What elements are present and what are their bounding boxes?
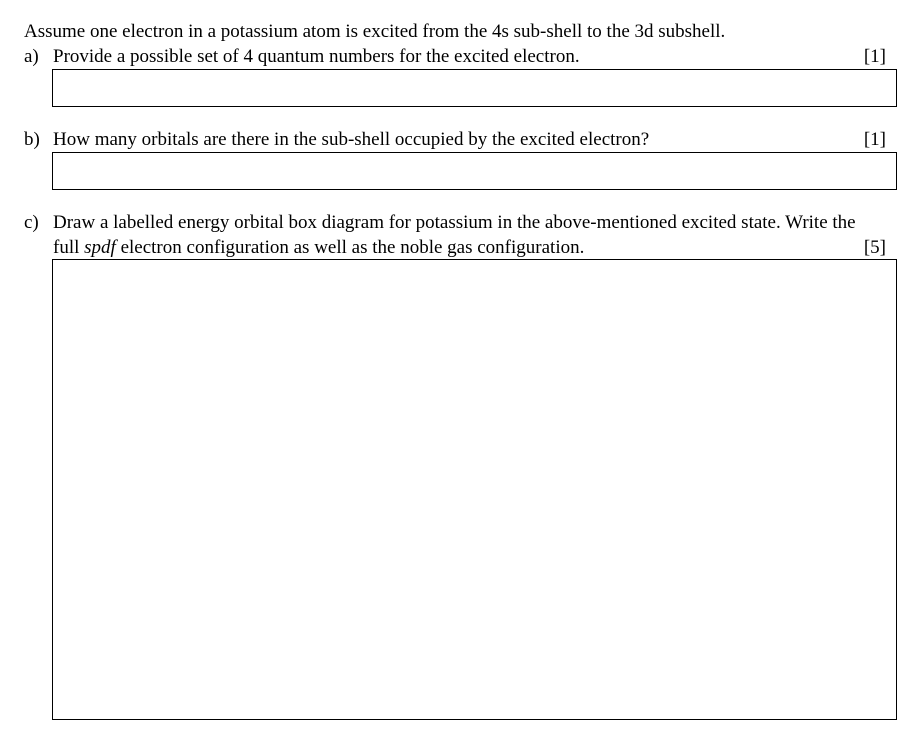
question-c-text-line1: Draw a labelled energy orbital box diagram for potassium in the above-mentioned excited state. Write the: [53, 212, 856, 233]
question-a-text: Provide a possible set of 4 quantum numbers for the excited electron.: [53, 46, 580, 67]
question-b-text: How many orbitals are there in the sub-shell occupied by the excited electron?: [53, 129, 650, 150]
question-a-letter: a): [24, 46, 39, 67]
question-b-marks: [1]: [863, 129, 886, 150]
question-c-line2-post: electron configuration as well as the noble gas configuration.: [115, 237, 585, 258]
question-c-marks: [5]: [863, 237, 886, 258]
question-b-letter: b): [24, 129, 40, 150]
intro-text: Assume one electron in a potassium atom is excited from the 4s sub-shell to the 3d subshell.: [24, 21, 726, 42]
answer-box-a[interactable]: [52, 69, 897, 107]
question-a-marks: [1]: [863, 46, 886, 67]
answer-box-c[interactable]: [52, 259, 897, 720]
question-c-line2-pre: full: [53, 237, 85, 258]
question-c-letter: c): [24, 212, 39, 233]
question-c-line2-italic: spdf: [84, 237, 116, 258]
question-c-text-line2: [53, 235, 896, 260]
answer-box-b[interactable]: [52, 152, 897, 190]
